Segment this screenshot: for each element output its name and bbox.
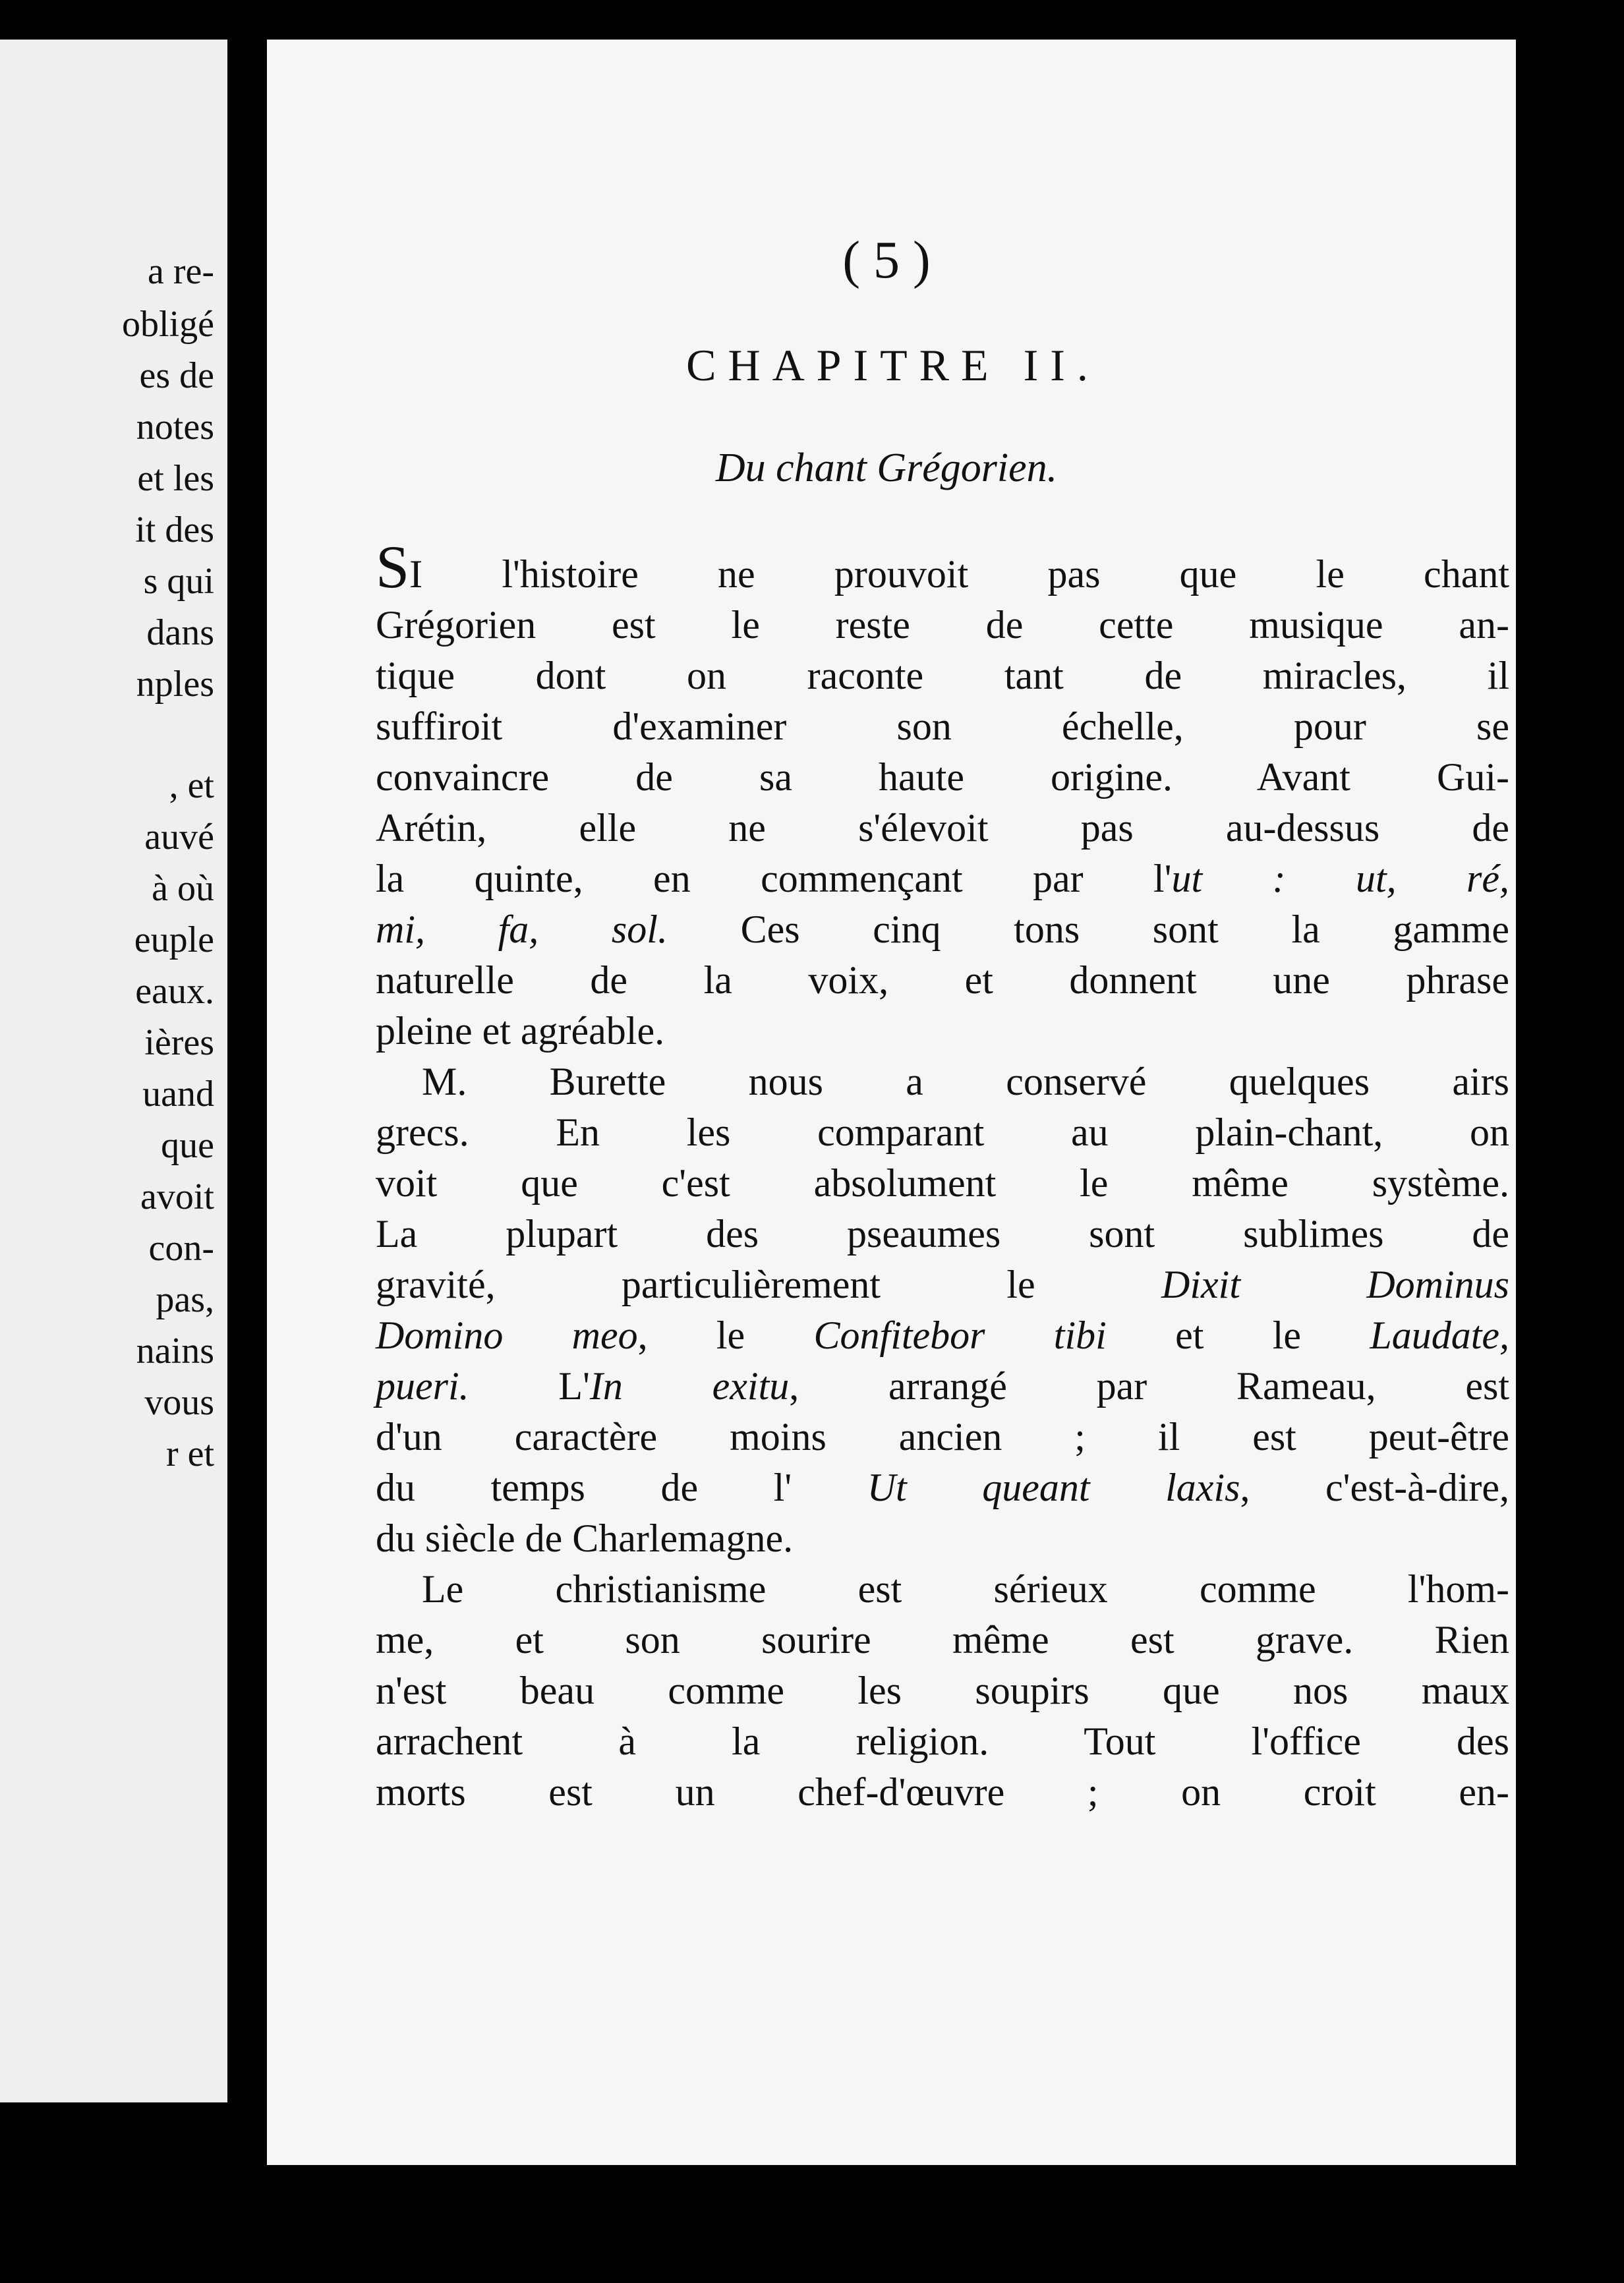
text-line: naturelle de la voix, et donnent une phrase <box>376 958 1509 1002</box>
previous-page-line: s qui <box>143 561 214 602</box>
text-line: d'un caractère moins ancien ; il est peut-être <box>376 1415 1509 1459</box>
drop-cap: S <box>376 533 410 600</box>
italic-text: ut : ut, ré, <box>1171 857 1509 900</box>
text-line: tique dont on raconte tant de miracles, il <box>376 654 1509 697</box>
text-line: arrachent à la religion. Tout l'office des <box>376 1719 1509 1763</box>
previous-page-line: obligé <box>122 304 214 345</box>
italic-text: Ut queant laxis <box>867 1466 1240 1509</box>
line-text: la quinte, en commençant par l' <box>376 857 1172 900</box>
body-text <box>376 533 1510 1818</box>
line-text: Ces cinq tons sont la gamme <box>667 908 1509 951</box>
text-line <box>376 1361 1509 1412</box>
text-line: Arétin, elle ne s'élevoit pas au-dessus de <box>376 806 1509 850</box>
text-line: grecs. En les comparant au plain-chant, on <box>376 1111 1509 1154</box>
previous-page-line: uand <box>142 1074 214 1114</box>
book-gutter <box>227 0 267 2283</box>
text-line <box>376 904 1509 955</box>
previous-page-line: nains <box>136 1331 214 1372</box>
previous-page-line: nples <box>136 664 214 705</box>
text-line: pleine et agréable. <box>376 1009 665 1053</box>
previous-page-line: vous <box>144 1382 214 1423</box>
text-line <box>376 1462 1509 1513</box>
text-line: voit que c'est absolument le même système. <box>376 1161 1509 1205</box>
text-line: morts est un chef-d'œuvre ; on croit en- <box>376 1770 1509 1814</box>
text-line: suffiroit d'examiner son échelle, pour se <box>376 705 1509 748</box>
text-line: M. Burette nous a conservé quelques airs <box>422 1060 1509 1103</box>
previous-page <box>0 40 227 2102</box>
text-line: Le christianisme est sérieux comme l'hom- <box>422 1567 1509 1611</box>
line-text: du temps de l' <box>376 1466 867 1509</box>
italic-text: In exitu <box>589 1364 790 1408</box>
italic-text: Laudate, <box>1370 1314 1509 1357</box>
italic-text: pueri. <box>376 1364 469 1408</box>
text-line: du siècle de Charlemagne. <box>376 1517 794 1560</box>
previous-page-line: pas, <box>156 1279 214 1320</box>
previous-page-line: dans <box>146 612 214 653</box>
previous-page-line: it des <box>135 509 214 550</box>
previous-page-line: avoit <box>140 1176 214 1217</box>
italic-text: mi, fa, sol. <box>376 908 668 951</box>
line-text: , c'est-à-dire, <box>1240 1466 1510 1509</box>
text-line: La plupart des pseaumes sont sublimes de <box>376 1212 1509 1256</box>
line-text: , le <box>637 1314 814 1357</box>
previous-page-line: , et <box>169 765 214 806</box>
previous-page-line: eaux. <box>135 971 214 1012</box>
previous-page-line: con- <box>148 1228 214 1269</box>
text-line <box>376 1259 1509 1310</box>
previous-page-line: euple <box>134 919 214 960</box>
text-line: Grégorien est le reste de cette musique an- <box>376 603 1509 647</box>
chapter-title: CHAPITRE II. <box>686 340 1100 390</box>
text-line <box>376 1310 1509 1361</box>
previous-page-line: auvé <box>144 817 214 857</box>
line-text: I l'histoire ne prouvoit pas que le chant <box>409 552 1509 596</box>
text-line: n'est beau comme les soupirs que nos maux <box>376 1669 1509 1712</box>
book-page <box>267 40 1516 2165</box>
italic-text: Domino meo <box>376 1314 638 1357</box>
previous-page-line: r et <box>165 1433 214 1474</box>
line-text: gravité, particulièrement le <box>376 1263 1162 1306</box>
text-line <box>376 853 1509 904</box>
text-line <box>376 533 1509 600</box>
previous-page-line: à où <box>152 868 214 909</box>
line-text: et le <box>1106 1314 1370 1357</box>
previous-page-line: es de <box>139 355 214 396</box>
italic-text: Dixit Dominus <box>1161 1263 1509 1306</box>
italic-text: Confitebor tibi <box>813 1314 1107 1357</box>
previous-page-line: que <box>161 1125 214 1166</box>
text-line: me, et son sourire même est grave. Rien <box>376 1618 1509 1662</box>
text-line: convaincre de sa haute origine. Avant Gui- <box>376 755 1509 799</box>
line-text: L' <box>469 1364 590 1408</box>
previous-page-line: notes <box>136 407 214 448</box>
line-text: , arrangé par Rameau, est <box>789 1364 1509 1408</box>
page-number: ( 5 ) <box>842 231 931 289</box>
chapter-subtitle: Du chant Grégorien. <box>715 446 1058 490</box>
previous-page-line: et les <box>137 458 214 499</box>
previous-page-line: ières <box>144 1022 214 1063</box>
previous-page-line: a re- <box>147 251 214 292</box>
